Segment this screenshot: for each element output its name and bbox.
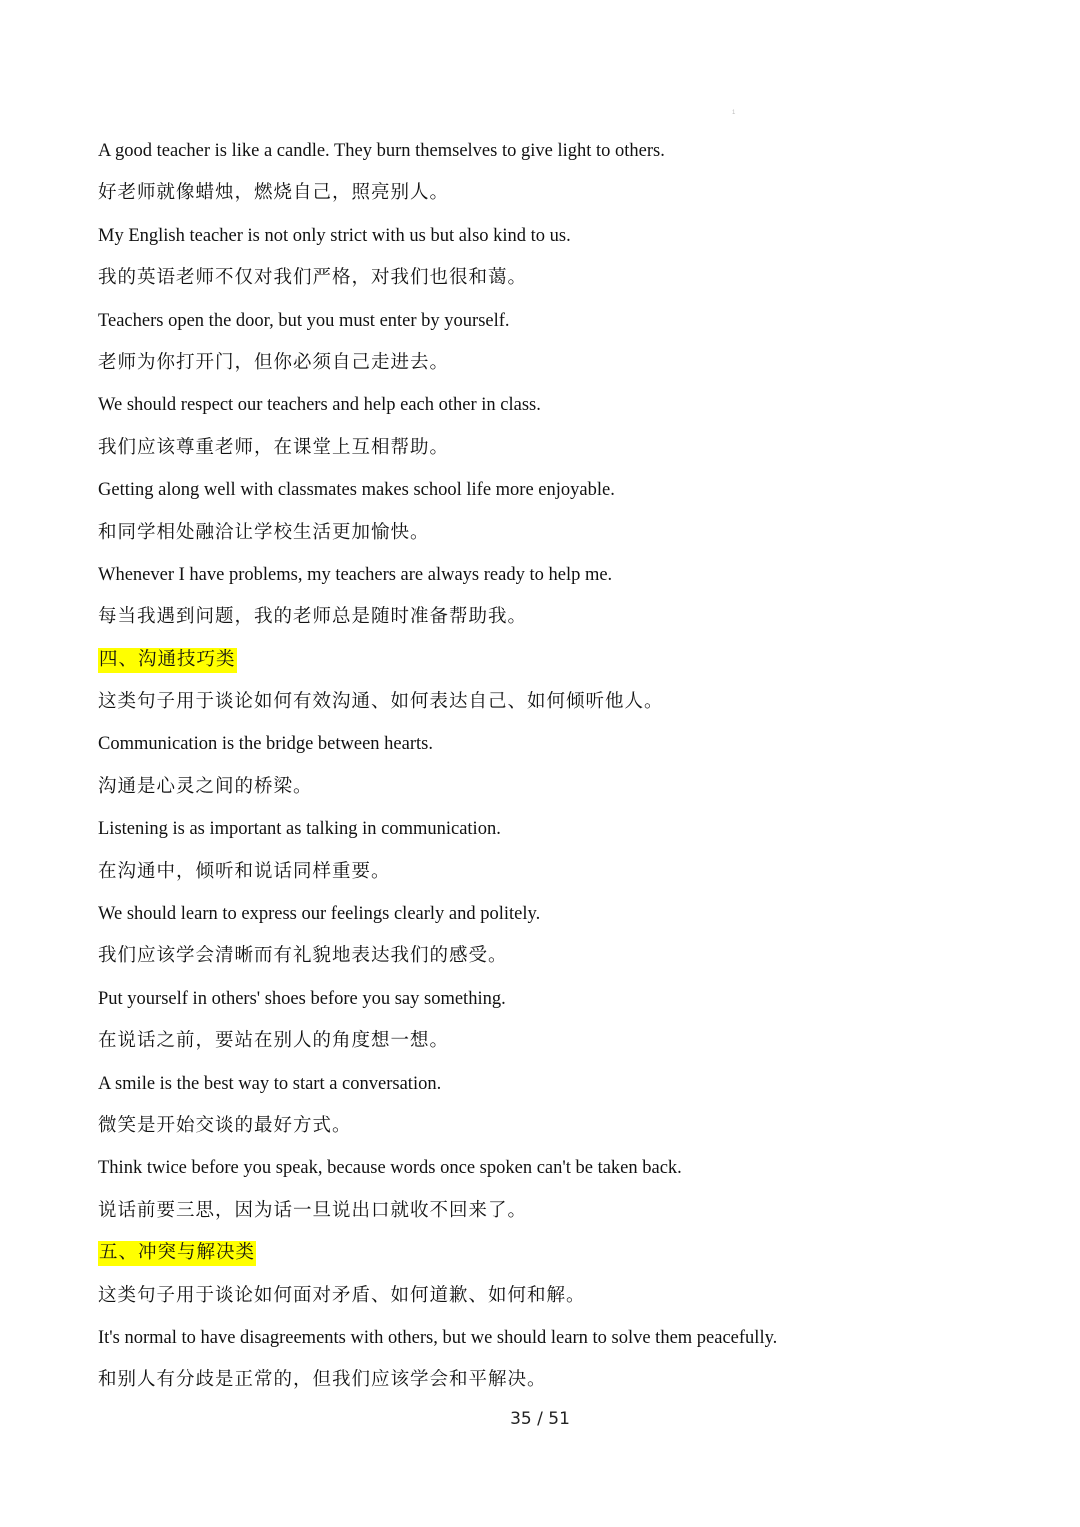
chinese-sentence: 这类句子用于谈论如何面对矛盾、如何道歉、如何和解。 xyxy=(98,1285,586,1306)
chinese-sentence: 好老师就像蜡烛，燃烧自己，照亮别人。 xyxy=(98,183,450,204)
chinese-sentence: 我们应该尊重老师，在课堂上互相帮助。 xyxy=(98,437,450,458)
chinese-sentence: 在说话之前，要站在别人的角度想一想。 xyxy=(98,1031,450,1052)
chinese-sentence: 和别人有分歧是正常的，但我们应该学会和平解决。 xyxy=(98,1370,547,1391)
section-heading xyxy=(98,1237,978,1279)
english-sentence: Think twice before you speak, because words once spoken can't be taken back. xyxy=(98,1158,682,1179)
chinese-sentence: 微笑是开始交谈的最好方式。 xyxy=(98,1115,352,1136)
chinese-sentence: 在沟通中，倾听和说话同样重要。 xyxy=(98,861,391,882)
english-sentence: We should respect our teachers and help each other in class. xyxy=(98,395,541,416)
english-sentence: Teachers open the door, but you must enter by yourself. xyxy=(98,310,510,331)
chinese-sentence: 说话前要三思，因为话一旦说出口就收不回来了。 xyxy=(98,1200,528,1221)
chinese-sentence: 我们应该学会清晰而有礼貌地表达我们的感受。 xyxy=(98,946,508,967)
english-sentence: Whenever I have problems, my teachers are always ready to help me. xyxy=(98,564,613,585)
chinese-sentence: 和同学相处融洽让学校生活更加愉快。 xyxy=(98,522,430,543)
english-sentence: We should learn to express our feelings clearly and politely. xyxy=(98,904,541,925)
english-sentence: A good teacher is like a candle. They burn themselves to give light to others. xyxy=(98,141,665,161)
english-sentence: A smile is the best way to start a conversation. xyxy=(98,1073,442,1094)
chinese-sentence: 这类句子用于谈论如何有效沟通、如何表达自己、如何倾听他人。 xyxy=(98,692,664,713)
chinese-sentence: 每当我遇到问题，我的老师总是随时准备帮助我。 xyxy=(98,607,528,628)
page-content xyxy=(98,135,978,1407)
english-sentence: Getting along well with classmates makes school life more enjoyable. xyxy=(98,480,615,501)
page-number: 35 / 51 xyxy=(510,1409,570,1429)
english-sentence: Listening is as important as talking in communication. xyxy=(98,819,501,840)
english-sentence: Put yourself in others' shoes before you say something. xyxy=(98,988,506,1009)
english-sentence: My English teacher is not only strict with us but also kind to us. xyxy=(98,225,571,246)
chinese-sentence: 老师为你打开门，但你必须自己走进去。 xyxy=(98,352,450,373)
header-mark: 1 xyxy=(732,110,736,116)
section-heading xyxy=(98,644,978,686)
english-sentence: It's normal to have disagreements with others, but we should learn to solve them peacefully. xyxy=(98,1327,778,1348)
section-heading-text: 五、冲突与解决类 xyxy=(98,1241,256,1266)
english-sentence: Communication is the bridge between hearts. xyxy=(98,734,433,755)
section-heading-text: 四、沟通技巧类 xyxy=(98,648,237,673)
chinese-sentence: 沟通是心灵之间的桥梁。 xyxy=(98,776,313,797)
chinese-sentence: 我的英语老师不仅对我们严格，对我们也很和蔼。 xyxy=(98,268,528,289)
